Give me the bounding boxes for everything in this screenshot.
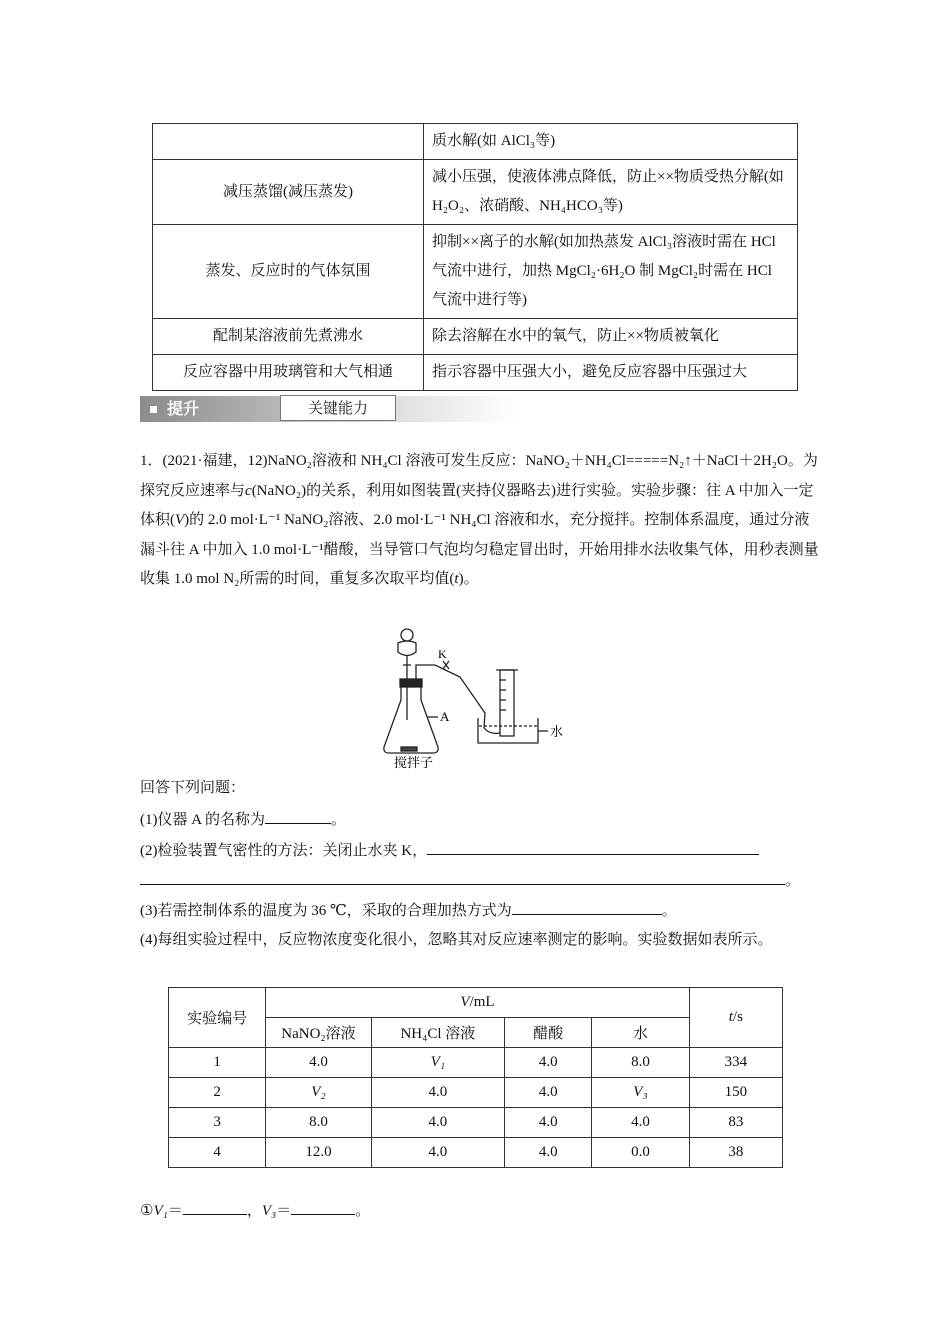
- table-row: [153, 124, 798, 160]
- table-header-row: [169, 988, 783, 1018]
- table-row: [169, 1138, 783, 1168]
- cell-water-value: V₃: [633, 1084, 648, 1100]
- question-intro: )。: [458, 571, 479, 587]
- cell-time: 83: [689, 1108, 782, 1138]
- cell-acid: 4.0: [505, 1138, 592, 1168]
- stir-bar: [401, 747, 417, 751]
- separatory-funnel: [398, 641, 416, 656]
- square-bullet-icon: [150, 406, 157, 413]
- sub-question-1: [140, 1198, 370, 1222]
- table-cell: 质水解(如 AlCl₃等): [424, 124, 798, 160]
- funnel-stopper: [401, 629, 413, 641]
- cell-time: 334: [689, 1048, 782, 1078]
- header-volume: [266, 988, 689, 1018]
- table-cell: 减压蒸馏(减压蒸发): [153, 160, 424, 225]
- part-4: (4)每组实验过程中，反应物浓度变化很小，忽略其对反应速率测定的影响。实验数据如表所示。: [140, 932, 773, 948]
- question-source: (2021·福建，12): [162, 453, 268, 469]
- header-exp-id: 实验编号: [169, 988, 266, 1048]
- label-water: 水: [550, 725, 564, 740]
- part-2-end: 。: [785, 873, 801, 889]
- cell-nh4cl: 4.0: [371, 1138, 504, 1168]
- section-tag: 关键能力: [280, 395, 396, 421]
- header-t-symbol: t: [728, 1009, 733, 1025]
- answer-blank-1[interactable]: [265, 807, 331, 824]
- part-2-text: (2)检验装置气密性的方法：关闭止水夹 K，: [140, 843, 428, 859]
- table-cell: 减小压强，使液体沸点降低，防止××物质受热分解(如 H₂O₂、浓硝酸、NH₄HCO₃等): [424, 160, 798, 225]
- question-number: 1．: [140, 453, 163, 469]
- label-a: A: [440, 709, 450, 724]
- label-k: K: [438, 647, 447, 661]
- question-intro: (NaNO₂)的关系，利用如图装置(夹持仪器略去)进行实验。实验步骤：往 A 中加入一定体积(: [140, 482, 814, 528]
- tube-tip: [484, 728, 500, 733]
- answer-blank-2[interactable]: [427, 838, 759, 855]
- cell-time: 38: [689, 1138, 782, 1168]
- part-1: [140, 807, 346, 831]
- cell-nano2: 8.0: [266, 1108, 371, 1138]
- separator: ，: [246, 1203, 262, 1219]
- symbol-c: c: [245, 482, 252, 499]
- cell-nano2: [266, 1078, 371, 1108]
- cell-nano2: 12.0: [266, 1138, 371, 1168]
- cell-acid: 4.0: [505, 1108, 592, 1138]
- table-row: [153, 319, 798, 355]
- table-cell: 指示容器中压强大小，避免反应容器中压强过大: [424, 355, 798, 391]
- cell-time: 150: [689, 1078, 782, 1108]
- question-intro: )的 2.0 mol·L⁻¹ NaNO₂溶液、2.0 mol·L⁻¹ NH₄Cl 溶液和水，充分搅拌。控制体系温度，通过分液漏斗往 A 中加入 1.0 mol·L⁻¹醋酸，当导管口气泡均匀稳定冒出时，开始用排水法收集气体，用秒表测量收集 1.0 mol N₂所需的时间，重复多次取平均值(: [140, 512, 819, 587]
- subheader-nh4cl: NH₄Cl 溶液: [371, 1018, 504, 1048]
- prompt-text: 回答下列问题：: [140, 780, 246, 796]
- question-intro: NaNO₂溶液和 NH₄Cl 溶液可发生反应：NaNO₂＋NH₄Cl=====N₂↑＋NaCl＋2H₂O。为探究反应速率与: [140, 453, 818, 499]
- cell-nh4cl: [371, 1048, 504, 1078]
- header-v-symbol: V: [460, 994, 470, 1010]
- section-title-text: 提升: [167, 399, 200, 418]
- cell-nh4cl: 4.0: [371, 1108, 504, 1138]
- circle-number: ①: [140, 1203, 154, 1219]
- subheader-acid: 醋酸: [505, 1018, 592, 1048]
- part-2: [140, 838, 759, 862]
- rubber-stopper: [400, 679, 422, 687]
- apparatus-diagram: [380, 625, 570, 770]
- label-stirrer: 搅拌子: [394, 756, 434, 770]
- table-row: [153, 160, 798, 225]
- question-text: [140, 447, 820, 595]
- delivery-tube: [416, 665, 485, 728]
- cell-water: 0.0: [592, 1138, 689, 1168]
- answer-blank-v1[interactable]: [183, 1198, 247, 1215]
- header-time: [689, 988, 782, 1048]
- clamp-k: [443, 661, 449, 669]
- equals-sign: ＝: [276, 1203, 292, 1219]
- cell-id: 3: [169, 1108, 266, 1138]
- part-3-end: 。: [661, 903, 677, 919]
- subheader-nano2: NaNO₂溶液: [266, 1018, 371, 1048]
- table-row: [169, 1048, 783, 1078]
- symbol-v1: V₁: [153, 1203, 168, 1219]
- cell-water: 4.0: [592, 1108, 689, 1138]
- cell-nh4cl: 4.0: [371, 1078, 504, 1108]
- section-title: [150, 397, 199, 421]
- part-1-text: (1)仪器 A 的名称为: [140, 812, 265, 828]
- cell-acid: 4.0: [505, 1078, 592, 1108]
- cell-nano2-value: V₂: [311, 1084, 326, 1100]
- header-v-unit: /mL: [469, 994, 495, 1010]
- table-row: [153, 355, 798, 391]
- cell-id: 1: [169, 1048, 266, 1078]
- part-1-end: 。: [331, 812, 347, 828]
- table-cell: 蒸发、反应时的气体氛围: [153, 225, 424, 319]
- reference-table: [152, 123, 798, 391]
- cell-id: 4: [169, 1138, 266, 1168]
- symbol-t: t: [454, 571, 459, 587]
- symbol-v: V: [175, 512, 185, 528]
- part-3: [140, 898, 677, 922]
- line-end: 。: [355, 1203, 371, 1219]
- part-3-text: (3)若需控制体系的温度为 36 ℃，采取的合理加热方式为: [140, 903, 512, 919]
- table-row: [169, 1078, 783, 1108]
- experiment-data-table: [168, 987, 783, 1168]
- cell-acid: 4.0: [505, 1048, 592, 1078]
- cell-water: 8.0: [592, 1048, 689, 1078]
- table-row: [153, 225, 798, 319]
- answer-blank-v3[interactable]: [291, 1198, 355, 1215]
- cell-id: 2: [169, 1078, 266, 1108]
- subheader-water: 水: [592, 1018, 689, 1048]
- table-cell: 反应容器中用玻璃管和大气相通: [153, 355, 424, 391]
- table-cell: 配制某溶液前先煮沸水: [153, 319, 424, 355]
- answer-blank-3[interactable]: [512, 898, 662, 915]
- header-t-unit: /s: [732, 1009, 743, 1025]
- conical-flask-a: [384, 687, 438, 753]
- table-cell: [153, 124, 424, 160]
- table-cell: 抑制××离子的水解(如加热蒸发 AlCl₃溶液时需在 HCl 气流中进行，加热 MgCl₂·6H₂O 制 MgCl₂时需在 HCl 气流中进行等): [424, 225, 798, 319]
- cell-nh4cl-value: V₁: [430, 1054, 446, 1070]
- symbol-v3: V₃: [261, 1203, 277, 1219]
- table-row: [169, 1108, 783, 1138]
- table-cell: 除去溶解在水中的氧气，防止××物质被氧化: [424, 319, 798, 355]
- cell-nano2: 4.0: [266, 1048, 371, 1078]
- equals-sign: ＝: [167, 1203, 183, 1219]
- answer-blank-2b[interactable]: [140, 868, 785, 885]
- part-2-continued: [140, 868, 800, 892]
- cell-water: [592, 1078, 689, 1108]
